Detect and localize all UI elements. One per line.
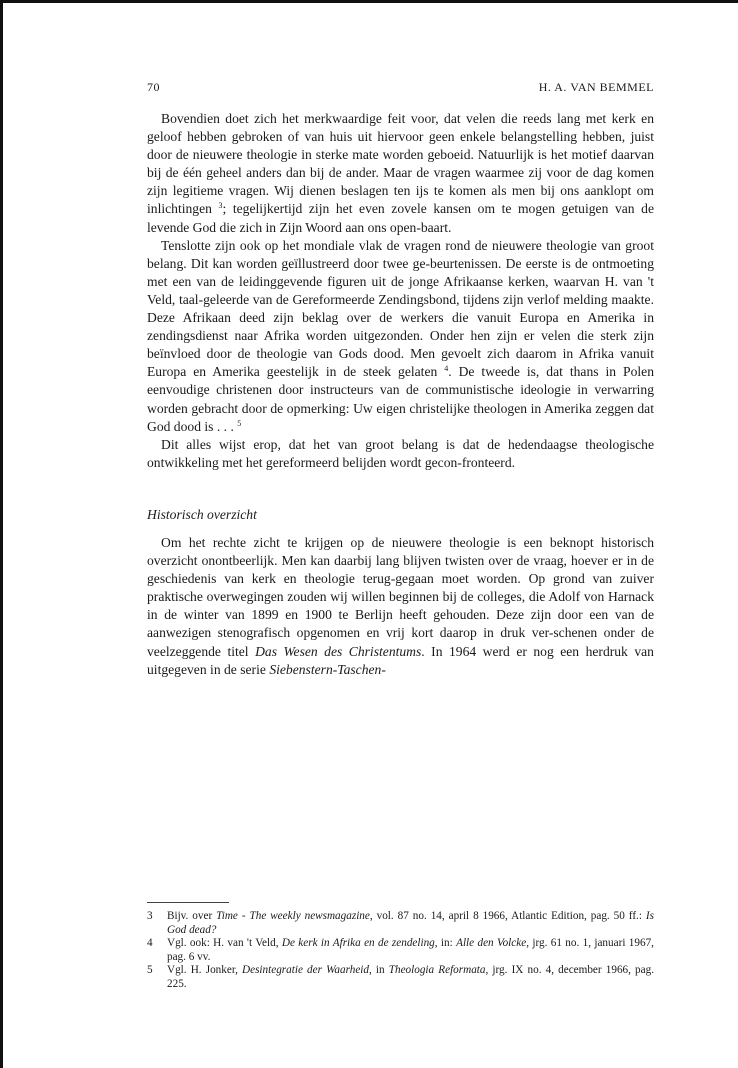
footnote-number: 4 xyxy=(147,937,153,949)
book-page xyxy=(147,80,655,990)
italic-title-wesen: Das Wesen des Christentums xyxy=(255,643,422,659)
footnote-text: Vgl. ook: H. van 't Veld, De kerk in Afrika en de zendeling, in: Alle den Volcke, jrg. 61 no. 1, januari 1967, pag. 6 vv. xyxy=(167,937,654,963)
paragraph-2 xyxy=(147,237,654,436)
italic-title-siebenstern: Siebenstern-Taschen- xyxy=(269,661,386,677)
paragraph-2-tail: . De tweede is, dat thans in Polen eenvoudige christenen door instructeurs van de communistische ideologie in verwarring worden gebracht door de opmerking: Uw eigen christelijke theologen in Amerika zeggen dat God dood is . . . xyxy=(147,364,654,434)
paragraph-4-mid: . In 1964 werd er nog een herdruk van uitgegeven in de serie xyxy=(147,643,654,677)
running-head xyxy=(147,80,654,98)
footnotes xyxy=(147,910,654,991)
footnote-5 xyxy=(147,964,654,991)
paragraph-1-text: Bovendien doet zich het merkwaardige feit voor, dat velen die reeds lang met kerk en geloof hebben gebroken of van huis uit hiervoor geen enkele belangstelling hebben, juist door de nieuwere theologie in sterke mate worden geboeid. Natuurlijk is het motief daarvan bij de één geheel anders dan bij de ander. Maar de vragen waarmee zij voor de dag komen zijn legitieme vragen. Wij dienen beslagen ten ijs te komen als men bij ons aanklopt om inlichtingen xyxy=(147,111,654,217)
footnote-ref-4: 4 xyxy=(444,364,449,374)
body-text xyxy=(147,110,654,679)
paragraph-1-tail: ; tegelijkertijd zijn het even zovele kansen om te mogen getuigen van de levende God die zich in Zijn Woord aan ons open-baart. xyxy=(147,201,654,235)
section-heading: Historisch overzicht xyxy=(147,506,257,522)
paragraph-4-text: Om het rechte zicht te krijgen op de nieuwere theologie is een beknopt historisch overzicht onontbeerlijk. Men kan daarbij lang blijven twisten over de vraag, hoever er in de geschiedenis van kerk en theologie terug-gegaan moet worden. Op grond van zuiver praktische overwegingen zouden wij willen beginnen bij de colleges, die Adolf von Harnack in de winter van 1899 en 1900 te Berlijn heeft gehouden. Deze zijn door een van de aanwezigen stenografisch opgenomen en vrij kort daarop in druk ver-schenen onder de veelzeggende titel xyxy=(147,534,654,659)
page-top-border xyxy=(0,0,738,3)
footnote-ref-5: 5 xyxy=(237,418,242,428)
footnote-ref-3: 3 xyxy=(218,201,223,211)
footnote-3 xyxy=(147,910,654,937)
running-title: H. A. VAN BEMMEL xyxy=(538,80,654,94)
paragraph-1 xyxy=(147,110,654,237)
footnote-text: Bijv. over Time - The weekly newsmagazine, vol. 87 no. 14, april 8 1966, Atlantic Edition, pag. 50 ff.: Is God dead? xyxy=(167,910,654,936)
page-number: 70 xyxy=(147,80,160,94)
footnote-number: 5 xyxy=(147,964,153,976)
paragraph-2-text: Tenslotte zijn ook op het mondiale vlak de vragen rond de nieuwere theologie van groot belang. Dit kan worden geïllustreerd door twee ge-beurtenissen. De eerste is de ontmoeting met een van de leidinggevende figuren uit de jonge Afrikaanse kerken, waarvan H. van 't Veld, taal-geleerde van de Gereformeerde Zendingsbond, tijdens zijn verlof melding maakte. Deze Afrikaan deed zijn beklag over de werkers die vanuit Europa en Amerika in zendingsdienst naar Afrika worden uitgezonden. Onder hen zijn er velen die sterk zijn beïnvloed door de theologie van Gods dood. Men gevoelt zich daarom in Afrika vanuit Europa en Amerika geestelijk in de steek gelaten xyxy=(147,237,654,380)
paragraph-3-text: Dit alles wijst erop, dat het van groot belang is dat de hedendaagse theologische ontwikkeling met het gereformeerd belijden wordt gecon-fronteerd. xyxy=(147,436,654,470)
page-left-border xyxy=(0,0,3,1068)
footnote-rule xyxy=(147,902,229,903)
footnote-text: Vgl. H. Jonker, Desintegratie der Waarheid, in Theologia Reformata, jrg. IX no. 4, december 1966, pag. 225. xyxy=(167,964,655,990)
footnote-number: 3 xyxy=(147,910,153,922)
paragraph-4 xyxy=(147,534,654,679)
paragraph-3 xyxy=(147,436,654,472)
footnote-4 xyxy=(147,937,654,964)
